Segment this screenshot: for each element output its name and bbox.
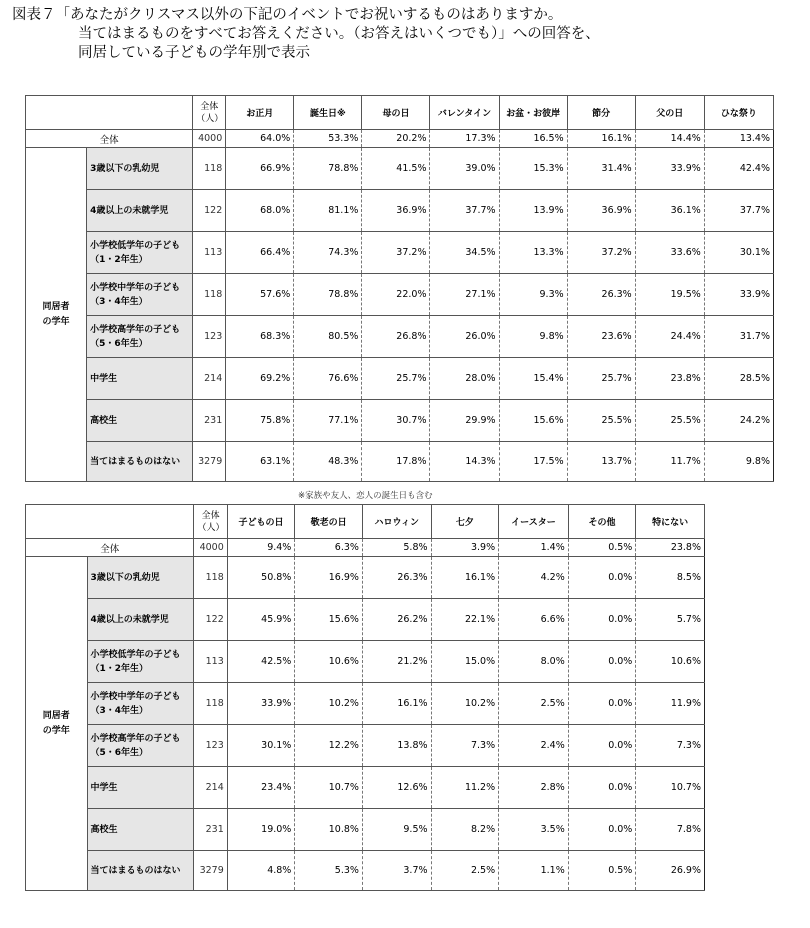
table-cell: 15.6% xyxy=(499,400,567,442)
table-cell: 11.7% xyxy=(635,442,704,482)
footnote: ※家族や友人、恋人の誕生日も含む xyxy=(298,491,433,501)
table-cell: 13.7% xyxy=(567,442,635,482)
table-cell: 9.4% xyxy=(227,539,295,557)
table-cell: 16.1% xyxy=(362,683,431,725)
row-n: 214 xyxy=(194,767,227,809)
table-cell: 14.3% xyxy=(430,442,499,482)
row-n: 118 xyxy=(194,683,227,725)
title-line-2: 当てはまるものをすべてお答えください。（お答えはいくつでも）」への回答を、 xyxy=(78,26,600,42)
table-cell: 74.3% xyxy=(294,232,362,274)
table-cell: 26.3% xyxy=(362,557,431,599)
table-cell: 16.9% xyxy=(295,557,363,599)
table-cell: 0.0% xyxy=(568,683,636,725)
title-line-1: 図表７「あなたがクリスマス以外の下記のイベントでお祝いするものはありますか。 xyxy=(12,7,563,23)
table-header xyxy=(26,505,705,539)
table-cell: 14.4% xyxy=(635,130,704,148)
table-cell: 21.2% xyxy=(362,641,431,683)
row-label-line: 小学校中学年の子ども xyxy=(90,282,181,293)
column-header: バレンタイン xyxy=(430,96,499,130)
table-cell: 41.5% xyxy=(362,148,430,190)
table-header xyxy=(26,96,774,130)
table-cell: 19.0% xyxy=(227,809,295,851)
table-cell: 27.1% xyxy=(430,274,499,316)
table-cell: 17.3% xyxy=(430,130,499,148)
column-header: 特にない xyxy=(636,505,705,539)
table-cell: 33.9% xyxy=(227,683,295,725)
row-n: 4000 xyxy=(194,539,227,557)
table-cell: 24.4% xyxy=(635,316,704,358)
n-header-top: 全体 xyxy=(200,101,219,112)
row-label xyxy=(87,190,193,232)
table-cell: 0.0% xyxy=(568,641,636,683)
table-row xyxy=(26,316,774,358)
column-header: 母の日 xyxy=(362,96,430,130)
row-label xyxy=(87,851,194,891)
row-label-line: 小学校低学年の子ども xyxy=(90,649,181,660)
row-n: 4000 xyxy=(193,130,226,148)
row-label-line: 小学校高学年の子ども xyxy=(90,324,181,335)
table-cell: 57.6% xyxy=(226,274,294,316)
table-cell: 25.5% xyxy=(567,400,635,442)
table-cell: 23.6% xyxy=(567,316,635,358)
table-cell: 8.0% xyxy=(499,641,569,683)
table-cell: 64.0% xyxy=(226,130,294,148)
table-cell: 48.3% xyxy=(294,442,362,482)
table-cell: 39.0% xyxy=(430,148,499,190)
table-body xyxy=(26,539,705,891)
group-label-line: 同居者 xyxy=(42,710,70,721)
table-cell: 77.1% xyxy=(294,400,362,442)
table-cell: 7.8% xyxy=(636,809,705,851)
header-row xyxy=(26,505,705,539)
table-row xyxy=(26,851,705,891)
row-label-line: 4歳以上の未就学児 xyxy=(90,205,169,216)
table-cell: 45.9% xyxy=(227,599,295,641)
table-cell: 9.8% xyxy=(499,316,567,358)
table-cell: 4.2% xyxy=(499,557,569,599)
table-cell: 11.2% xyxy=(431,767,499,809)
table-cell: 68.3% xyxy=(226,316,294,358)
table-cell: 2.5% xyxy=(431,851,499,891)
column-header: イースター xyxy=(499,505,569,539)
row-label xyxy=(87,599,194,641)
table-cell: 28.0% xyxy=(430,358,499,400)
table-cell: 12.6% xyxy=(362,767,431,809)
table-body xyxy=(26,130,774,482)
column-header: 子どもの日 xyxy=(227,505,295,539)
column-header: その他 xyxy=(568,505,636,539)
table-cell: 4.8% xyxy=(227,851,295,891)
table-cell: 33.9% xyxy=(704,274,773,316)
table-cell: 2.5% xyxy=(499,683,569,725)
table-cell: 7.3% xyxy=(431,725,499,767)
table-cell: 7.3% xyxy=(636,725,705,767)
table-cell: 1.1% xyxy=(499,851,569,891)
table-cell: 68.0% xyxy=(226,190,294,232)
row-label-line: 当てはまるものはない xyxy=(90,865,181,876)
column-header: 節分 xyxy=(567,96,635,130)
header-row xyxy=(26,96,774,130)
total-label: 全体 xyxy=(26,130,193,148)
column-header: 父の日 xyxy=(635,96,704,130)
group-label xyxy=(26,148,87,482)
table-cell: 25.7% xyxy=(567,358,635,400)
table-cell: 66.9% xyxy=(226,148,294,190)
group-label-line: の学年 xyxy=(42,316,70,327)
table-cell: 31.7% xyxy=(704,316,773,358)
table-cell: 5.8% xyxy=(362,539,431,557)
row-n: 231 xyxy=(193,400,226,442)
table-cell: 37.7% xyxy=(704,190,773,232)
table-cell: 10.7% xyxy=(636,767,705,809)
table-cell: 42.4% xyxy=(704,148,773,190)
total-label: 全体 xyxy=(26,539,194,557)
table-cell: 3.5% xyxy=(499,809,569,851)
table-cell: 42.5% xyxy=(227,641,295,683)
group-label xyxy=(26,557,88,891)
column-header: 誕生日※ xyxy=(294,96,362,130)
table-cell: 10.6% xyxy=(295,641,363,683)
table-cell: 26.8% xyxy=(362,316,430,358)
row-label-line: （5・6年生） xyxy=(90,338,148,349)
table-row xyxy=(26,641,705,683)
table-row xyxy=(26,148,774,190)
n-header-top: 全体 xyxy=(201,510,220,521)
table-cell: 33.6% xyxy=(635,232,704,274)
table-cell: 78.8% xyxy=(294,148,362,190)
table-cell: 10.6% xyxy=(636,641,705,683)
row-label-line: （5・6年生） xyxy=(90,747,149,758)
row-n: 214 xyxy=(193,358,226,400)
table-cell: 13.9% xyxy=(499,190,567,232)
table-row xyxy=(26,599,705,641)
row-n: 113 xyxy=(193,232,226,274)
table-row xyxy=(26,190,774,232)
table-cell: 0.5% xyxy=(568,539,636,557)
table-cell: 69.2% xyxy=(226,358,294,400)
table-cell: 22.0% xyxy=(362,274,430,316)
row-label-line: 中学生 xyxy=(90,782,118,793)
row-n: 3279 xyxy=(193,442,226,482)
table-cell: 11.9% xyxy=(636,683,705,725)
row-label-line: 3歳以下の乳幼児 xyxy=(90,163,160,174)
row-n: 122 xyxy=(194,599,227,641)
table-cell: 76.6% xyxy=(294,358,362,400)
table-row xyxy=(26,232,774,274)
table-cell: 37.7% xyxy=(430,190,499,232)
title-line-3: 同居している子どもの学年別で表示 xyxy=(78,45,310,61)
table-row xyxy=(26,767,705,809)
table-cell: 26.9% xyxy=(636,851,705,891)
table-cell: 26.0% xyxy=(430,316,499,358)
total-row xyxy=(26,130,774,148)
row-label xyxy=(87,683,194,725)
table-cell: 19.5% xyxy=(635,274,704,316)
table-cell: 2.4% xyxy=(499,725,569,767)
table-cell: 10.2% xyxy=(295,683,363,725)
table-cell: 26.2% xyxy=(362,599,431,641)
row-label xyxy=(87,148,193,190)
table-cell: 16.1% xyxy=(431,557,499,599)
table-cell: 13.3% xyxy=(499,232,567,274)
table-cell: 20.2% xyxy=(362,130,430,148)
row-label-line: 高校生 xyxy=(90,415,118,426)
row-label-line: （1・2年生） xyxy=(90,254,148,265)
table-cell: 13.4% xyxy=(704,130,773,148)
total-row xyxy=(26,539,705,557)
table-cell: 15.6% xyxy=(295,599,363,641)
table-cell: 29.9% xyxy=(430,400,499,442)
table-cell: 5.7% xyxy=(636,599,705,641)
row-n: 122 xyxy=(193,190,226,232)
table-cell: 0.0% xyxy=(568,809,636,851)
table-cell: 22.1% xyxy=(431,599,499,641)
n-header-bottom: （人） xyxy=(197,522,225,533)
table-cell: 16.5% xyxy=(499,130,567,148)
row-label xyxy=(87,809,194,851)
table-cell: 50.8% xyxy=(227,557,295,599)
row-label-line: 中学生 xyxy=(90,373,118,384)
table-cell: 24.2% xyxy=(704,400,773,442)
column-header: ひな祭り xyxy=(704,96,773,130)
table-cell: 37.2% xyxy=(567,232,635,274)
row-label-line: 小学校低学年の子ども xyxy=(90,240,181,251)
row-n: 123 xyxy=(194,725,227,767)
table-cell: 25.5% xyxy=(635,400,704,442)
row-label-line: 小学校中学年の子ども xyxy=(90,691,181,702)
table-cell: 78.8% xyxy=(294,274,362,316)
column-header: ハロウィン xyxy=(362,505,431,539)
table-row xyxy=(26,442,774,482)
table-cell: 31.4% xyxy=(567,148,635,190)
table-cell: 15.3% xyxy=(499,148,567,190)
table-cell: 0.5% xyxy=(568,851,636,891)
table-cell: 1.4% xyxy=(499,539,569,557)
table-row xyxy=(26,809,705,851)
table-cell: 80.5% xyxy=(294,316,362,358)
group-label-line: 同居者 xyxy=(42,301,70,312)
table-row xyxy=(26,358,774,400)
table-cell: 9.5% xyxy=(362,809,431,851)
row-label xyxy=(87,232,193,274)
table-cell: 28.5% xyxy=(704,358,773,400)
table-cell: 0.0% xyxy=(568,767,636,809)
table-cell: 25.7% xyxy=(362,358,430,400)
table-cell: 53.3% xyxy=(294,130,362,148)
table-cell: 2.8% xyxy=(499,767,569,809)
table-cell: 10.7% xyxy=(295,767,363,809)
table-cell: 5.3% xyxy=(295,851,363,891)
table-cell: 23.4% xyxy=(227,767,295,809)
row-label xyxy=(87,442,193,482)
table-cell: 26.3% xyxy=(567,274,635,316)
table-row xyxy=(26,725,705,767)
row-label xyxy=(87,274,193,316)
table-cell: 0.0% xyxy=(568,725,636,767)
table-cell: 17.8% xyxy=(362,442,430,482)
table-row xyxy=(26,683,705,725)
table-cell: 17.5% xyxy=(499,442,567,482)
row-label-line: 4歳以上の未就学児 xyxy=(90,614,169,625)
table-cell: 81.1% xyxy=(294,190,362,232)
row-label-line: （1・2年生） xyxy=(90,663,149,674)
row-label xyxy=(87,358,193,400)
table-cell: 9.8% xyxy=(704,442,773,482)
table-cell: 33.9% xyxy=(635,148,704,190)
table-cell: 75.8% xyxy=(226,400,294,442)
header-blank xyxy=(26,96,193,130)
row-n: 231 xyxy=(194,809,227,851)
row-label xyxy=(87,557,194,599)
table-row xyxy=(26,400,774,442)
row-n: 3279 xyxy=(194,851,227,891)
row-n: 118 xyxy=(193,148,226,190)
table-cell: 10.2% xyxy=(431,683,499,725)
table-cell: 6.3% xyxy=(295,539,363,557)
row-label-line: 小学校高学年の子ども xyxy=(90,733,181,744)
row-label xyxy=(87,725,194,767)
row-label-line: 3歳以下の乳幼児 xyxy=(90,572,160,583)
table-cell: 30.7% xyxy=(362,400,430,442)
table-cell: 30.1% xyxy=(704,232,773,274)
row-n: 118 xyxy=(193,274,226,316)
table-cell: 3.7% xyxy=(362,851,431,891)
table-cell: 3.9% xyxy=(431,539,499,557)
table-cell: 23.8% xyxy=(636,539,705,557)
column-header: 七夕 xyxy=(431,505,499,539)
row-label-line: （3・4年生） xyxy=(90,296,148,307)
group-label-line: の学年 xyxy=(42,725,70,736)
table-cell: 6.6% xyxy=(499,599,569,641)
table-cell: 63.1% xyxy=(226,442,294,482)
row-label xyxy=(87,400,193,442)
column-header: お盆・お彼岸 xyxy=(499,96,567,130)
row-label xyxy=(87,767,194,809)
table-cell: 9.3% xyxy=(499,274,567,316)
events-table-2 xyxy=(25,504,705,891)
table-cell: 8.5% xyxy=(636,557,705,599)
table-cell: 12.2% xyxy=(295,725,363,767)
n-header xyxy=(194,505,227,539)
table-cell: 15.4% xyxy=(499,358,567,400)
table-cell: 30.1% xyxy=(227,725,295,767)
table-cell: 0.0% xyxy=(568,557,636,599)
row-label-line: 当てはまるものはない xyxy=(90,456,181,467)
row-label-line: 高校生 xyxy=(90,824,118,835)
row-label xyxy=(87,641,194,683)
column-header: お正月 xyxy=(226,96,294,130)
n-header-bottom: （人） xyxy=(196,113,224,124)
table-cell: 0.0% xyxy=(568,599,636,641)
row-n: 123 xyxy=(193,316,226,358)
header-blank xyxy=(26,505,194,539)
row-n: 113 xyxy=(194,641,227,683)
n-header xyxy=(193,96,226,130)
table-cell: 10.8% xyxy=(295,809,363,851)
table-cell: 13.8% xyxy=(362,725,431,767)
table-cell: 34.5% xyxy=(430,232,499,274)
table-cell: 8.2% xyxy=(431,809,499,851)
table-cell: 66.4% xyxy=(226,232,294,274)
table-cell: 23.8% xyxy=(635,358,704,400)
row-label-line: （3・4年生） xyxy=(90,705,149,716)
table-row xyxy=(26,274,774,316)
table-cell: 36.9% xyxy=(567,190,635,232)
row-label xyxy=(87,316,193,358)
column-header: 敬老の日 xyxy=(295,505,363,539)
figure-title xyxy=(12,6,600,63)
row-n: 118 xyxy=(194,557,227,599)
table-cell: 15.0% xyxy=(431,641,499,683)
events-table-1 xyxy=(25,95,774,482)
table-cell: 36.1% xyxy=(635,190,704,232)
table-cell: 37.2% xyxy=(362,232,430,274)
table-cell: 16.1% xyxy=(567,130,635,148)
table-cell: 36.9% xyxy=(362,190,430,232)
table-row xyxy=(26,557,705,599)
